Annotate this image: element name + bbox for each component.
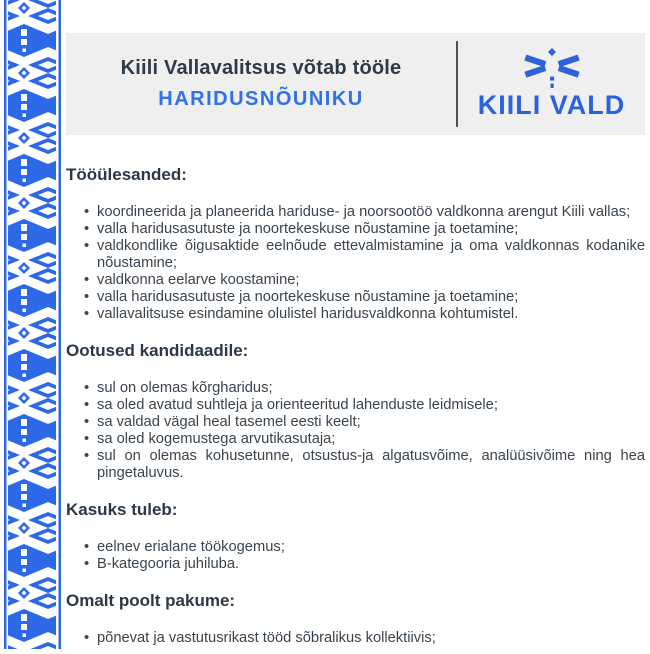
list-item: • sa oled avatud suhtleja ja orienteeritud lahenduste leidmisele; bbox=[97, 397, 645, 414]
list-item: • vallavalitsuse esindamine olulistel haridusvaldkonna kohtumistel. bbox=[97, 306, 645, 323]
position-title: HARIDUSNÕUNIKU bbox=[158, 88, 364, 110]
list-item: • koordineerida ja planeerida hariduse- ja noorsootöö valdkonna arengut Kiili vallas; bbox=[97, 204, 645, 221]
dragonfly-icon bbox=[523, 48, 581, 88]
logo-text: KIILI VALD bbox=[477, 89, 626, 120]
bullet-list bbox=[66, 380, 645, 482]
list-item: • sul on olemas kohusetunne, otsustus-ja algatusvõime, analüüsivõime ning hea pingetaluvus. bbox=[97, 448, 645, 482]
list-item: • sa valdad vägal heal tasemel eesti keelt; bbox=[97, 414, 645, 431]
header-banner bbox=[66, 33, 645, 135]
list-item: • sa oled kogemustega arvutikasutaja; bbox=[97, 431, 645, 448]
section-kasuks bbox=[66, 499, 645, 573]
section-ootused bbox=[66, 340, 645, 482]
section-heading: Tööülesanded: bbox=[66, 165, 187, 184]
list-item: • põnevat ja vastutusrikast tööd sõbralikus kollektiivis; bbox=[97, 630, 645, 647]
folk-pattern-border bbox=[0, 0, 62, 649]
header-titles bbox=[66, 57, 456, 111]
section-tooulesanded bbox=[66, 164, 645, 323]
section-pakume bbox=[66, 590, 645, 647]
list-item: • B-kategooria juhiluba. bbox=[97, 556, 645, 573]
folk-pattern-graphic bbox=[0, 0, 62, 649]
section-heading: Kasuks tuleb: bbox=[66, 500, 178, 519]
list-item: • valla haridusasutuste ja noortekeskuse nõustamine ja toetamine; bbox=[97, 289, 645, 306]
section-heading: Ootused kandidaadile: bbox=[66, 341, 249, 360]
list-item: • valdkondlike õigusaktide eelnõude ettevalmistamine ja oma valdkonnas kodanike nõustamine; bbox=[97, 238, 645, 272]
list-item: • valla haridusasutuste ja noortekeskuse nõustamine ja toetamine; bbox=[97, 221, 645, 238]
main-content bbox=[62, 0, 650, 649]
list-item: • eelnev erialane töökogemus; bbox=[97, 539, 645, 556]
employer-title: Kiili Vallavalitsus võtab tööle bbox=[120, 57, 402, 79]
municipality-logo bbox=[458, 48, 645, 121]
list-item: • valdkonna eelarve koostamine; bbox=[97, 272, 645, 289]
list-item: • sul on olemas kõrgharidus; bbox=[97, 380, 645, 397]
section-heading: Omalt poolt pakume: bbox=[66, 591, 236, 610]
bullet-list bbox=[66, 539, 645, 573]
bullet-list bbox=[66, 630, 645, 647]
bullet-list bbox=[66, 204, 645, 323]
